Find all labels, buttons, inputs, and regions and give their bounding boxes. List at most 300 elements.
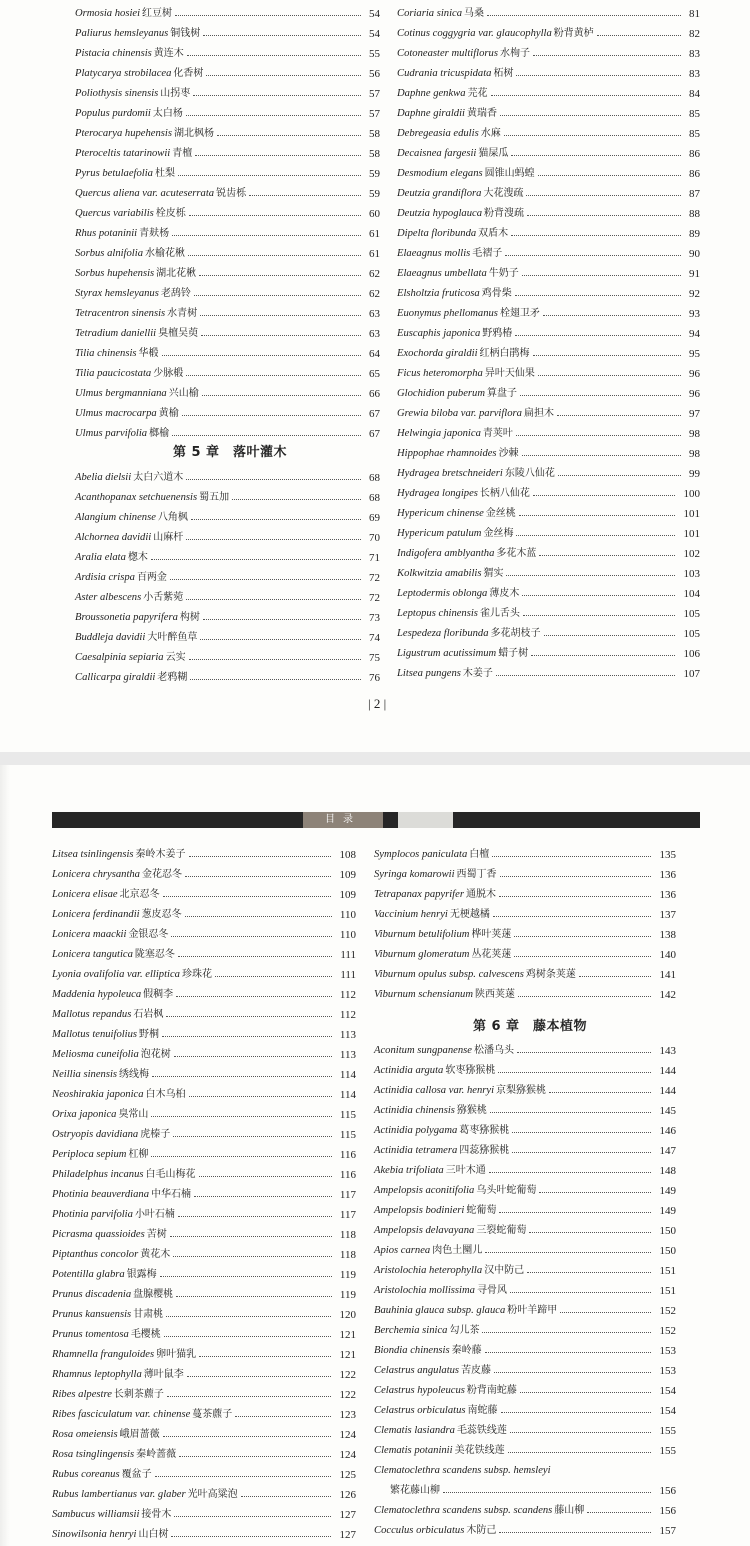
book-page-left bbox=[0, 0, 750, 752]
page-ref: 82 bbox=[689, 28, 700, 40]
page-ref: 116 bbox=[339, 1149, 356, 1161]
chinese-name: 北京忍冬 bbox=[119, 889, 160, 900]
leader-dots bbox=[176, 1445, 337, 1465]
chinese-name: 粉背南蛇藤 bbox=[466, 1385, 517, 1396]
chinese-name: 寻骨风 bbox=[476, 1285, 507, 1296]
toc-entry bbox=[52, 1045, 356, 1065]
toc-entry bbox=[75, 284, 380, 304]
toc-entry bbox=[75, 304, 380, 324]
toc-entry bbox=[52, 965, 356, 985]
leader-dots bbox=[511, 945, 657, 965]
toc-entry bbox=[374, 1521, 676, 1541]
chinese-name: 薄叶鼠李 bbox=[143, 1369, 184, 1380]
toc-entry bbox=[374, 1101, 676, 1121]
toc-entry bbox=[374, 1161, 676, 1181]
leader-dots bbox=[157, 1265, 338, 1285]
toc-entry bbox=[374, 1401, 676, 1421]
chapter-5-list bbox=[75, 468, 380, 688]
scientific-name: Litsea pungens bbox=[397, 668, 461, 679]
scientific-name: Prunus discadenia bbox=[52, 1289, 132, 1300]
toc-entry bbox=[52, 1165, 356, 1185]
page-ref: 150 bbox=[659, 1245, 676, 1257]
scientific-name: Hydragea longipes bbox=[397, 488, 478, 499]
toc-entry bbox=[75, 588, 380, 608]
chinese-name: 接骨木 bbox=[141, 1509, 172, 1520]
chinese-name: 野桐 bbox=[139, 1029, 160, 1040]
toc-entry bbox=[374, 1321, 676, 1341]
toc-entry bbox=[52, 1005, 356, 1025]
leader-dots bbox=[557, 1301, 657, 1321]
chinese-name: 藤山柳 bbox=[554, 1505, 585, 1516]
page-ref: 59 bbox=[369, 188, 380, 200]
scientific-name: Grewia biloba var. parviflora bbox=[397, 408, 522, 419]
scientific-name: Tilia chinensis bbox=[75, 348, 137, 359]
toc-entry bbox=[75, 488, 380, 508]
chinese-name: 化香树 bbox=[173, 68, 204, 79]
toc-entry bbox=[374, 965, 676, 985]
leader-dots bbox=[513, 64, 687, 84]
toc-entry bbox=[397, 4, 700, 24]
scientific-name: Pterocarya hupehensis bbox=[75, 128, 172, 139]
scientific-name: Euonymus phellomanus bbox=[397, 308, 498, 319]
chinese-name: 盘腺樱桃 bbox=[133, 1289, 174, 1300]
page-ref: 112 bbox=[339, 989, 356, 1001]
chinese-name: 覆盆子 bbox=[121, 1469, 152, 1480]
chinese-name: 长柄八仙花 bbox=[479, 488, 530, 499]
chinese-name: 湖北花楸 bbox=[156, 268, 197, 279]
scientific-name: Celastrus orbiculatus bbox=[374, 1405, 466, 1416]
page-ref: 67 bbox=[369, 408, 380, 420]
chinese-name: 鸡树条荚蒾 bbox=[525, 969, 576, 980]
chinese-name: 水榆花楸 bbox=[145, 248, 185, 259]
chinese-name: 金丝桃 bbox=[485, 508, 516, 519]
toc-column-right bbox=[397, 4, 700, 684]
scientific-name: Tetracentron sinensis bbox=[75, 308, 166, 319]
leader-dots bbox=[530, 44, 687, 64]
page-ref: 68 bbox=[369, 492, 380, 504]
leader-dots bbox=[517, 1381, 657, 1401]
leader-dots bbox=[540, 304, 687, 324]
toc-entry bbox=[397, 104, 700, 124]
page-ref: 55 bbox=[369, 48, 380, 60]
leader-dots bbox=[482, 1241, 657, 1261]
leader-dots bbox=[170, 1125, 338, 1145]
toc-entry bbox=[397, 564, 700, 584]
page-ref: 140 bbox=[659, 949, 676, 961]
toc-entry bbox=[397, 24, 700, 44]
scientific-name: Buddleja davidii bbox=[75, 632, 146, 643]
toc-entry bbox=[397, 264, 700, 284]
page-ref: 86 bbox=[689, 148, 700, 160]
leader-dots bbox=[497, 104, 687, 124]
chinese-name: 红豆树 bbox=[142, 8, 173, 19]
page-ref: 75 bbox=[369, 652, 380, 664]
chinese-name: 繁花藤山柳 bbox=[390, 1485, 440, 1496]
page-ref: 154 bbox=[659, 1385, 676, 1397]
toc-entry bbox=[374, 885, 676, 905]
leader-dots bbox=[212, 965, 338, 985]
leader-dots bbox=[486, 1161, 657, 1181]
page-ref: 72 bbox=[369, 592, 380, 604]
leader-dots bbox=[214, 124, 367, 144]
scientific-name: Aster albescens bbox=[75, 592, 142, 603]
toc-entry bbox=[75, 44, 380, 64]
toc-entry bbox=[52, 885, 356, 905]
chinese-name: 薄皮木 bbox=[489, 588, 520, 599]
page-ref: 142 bbox=[659, 989, 676, 1001]
page-ref: 84 bbox=[689, 88, 700, 100]
chinese-name: 湖北枫杨 bbox=[174, 128, 214, 139]
toc-entry bbox=[52, 1425, 356, 1445]
scientific-name: Aconitum sungpanense bbox=[374, 1045, 472, 1056]
toc-entry bbox=[374, 1501, 676, 1521]
page-ref: 124 bbox=[339, 1429, 356, 1441]
leader-dots bbox=[183, 364, 367, 384]
chinese-name: 南蛇藤 bbox=[467, 1405, 498, 1416]
chinese-name: 榔榆 bbox=[149, 428, 170, 439]
scientific-name: Ostryopis davidiana bbox=[52, 1129, 139, 1140]
chinese-name: 粉背黄栌 bbox=[553, 28, 594, 39]
toc-entry bbox=[75, 164, 380, 184]
page-ref: 72 bbox=[369, 572, 380, 584]
leader-dots bbox=[159, 1025, 338, 1045]
page-ref: 121 bbox=[339, 1349, 356, 1361]
scientific-name: Viburnum opulus subsp. calvescens bbox=[374, 969, 524, 980]
toc-entry bbox=[75, 528, 380, 548]
leader-dots bbox=[507, 1281, 657, 1301]
chinese-name: 八角枫 bbox=[157, 512, 188, 523]
leader-dots bbox=[175, 164, 367, 184]
chapter-6-list-tail bbox=[374, 1501, 676, 1541]
page-ref: 105 bbox=[683, 608, 700, 620]
leader-dots bbox=[183, 588, 367, 608]
leader-dots bbox=[498, 1401, 657, 1421]
leader-dots bbox=[200, 24, 367, 44]
toc-entry bbox=[75, 508, 380, 528]
toc-entry bbox=[75, 104, 380, 124]
leader-dots bbox=[175, 1205, 338, 1225]
page-ref: 122 bbox=[339, 1389, 356, 1401]
toc-entry bbox=[374, 845, 676, 865]
leader-dots bbox=[238, 1485, 337, 1505]
toc-entry bbox=[397, 164, 700, 184]
chinese-name: 栓皮栎 bbox=[155, 208, 186, 219]
scientific-name: Ligustrum acutissimum bbox=[397, 648, 497, 659]
page-ref: 65 bbox=[369, 368, 380, 380]
leader-dots bbox=[488, 84, 687, 104]
page-ref: 118 bbox=[339, 1229, 356, 1241]
toc-entry bbox=[52, 1105, 356, 1125]
scientific-name: Debregeasia edulis bbox=[397, 128, 479, 139]
chinese-name: 木姜子 bbox=[462, 668, 493, 679]
page-ref: 106 bbox=[683, 648, 700, 660]
scientific-name: Tetradium daniellii bbox=[75, 328, 157, 339]
page-ref: 119 bbox=[339, 1269, 356, 1281]
scientific-name: Prunus kansuensis bbox=[52, 1309, 132, 1320]
toc-entry bbox=[52, 1365, 356, 1385]
scientific-name: Periploca sepium bbox=[52, 1149, 127, 1160]
scientific-name: Vaccinium henryi bbox=[374, 909, 448, 920]
chinese-name: 蜀五加 bbox=[199, 492, 230, 503]
leader-dots bbox=[513, 424, 687, 444]
leader-dots bbox=[168, 1525, 337, 1545]
scientific-name: Ulmus parvifolia bbox=[75, 428, 148, 439]
page-ref: 104 bbox=[683, 588, 700, 600]
page-ref: 58 bbox=[369, 148, 380, 160]
leader-dots bbox=[196, 1345, 337, 1365]
chinese-name: 虎榛子 bbox=[140, 1129, 171, 1140]
scientific-name: Elaeagnus umbellata bbox=[397, 268, 487, 279]
chinese-name: 水栒子 bbox=[499, 48, 530, 59]
leader-dots bbox=[526, 1221, 657, 1241]
leader-dots bbox=[535, 164, 687, 184]
chinese-name: 大叶醉鱼草 bbox=[147, 632, 198, 643]
chinese-name: 粉叶羊蹄甲 bbox=[507, 1305, 558, 1316]
scientific-name: Lonicera maackii bbox=[52, 929, 127, 940]
toc-entry bbox=[374, 1041, 676, 1061]
page-ref: 144 bbox=[659, 1065, 676, 1077]
toc-entry bbox=[374, 1121, 676, 1141]
chinese-name: 金花忍冬 bbox=[141, 869, 182, 880]
scientific-name: Celastrus angulatus bbox=[374, 1365, 460, 1376]
chinese-name: 小舌紫菀 bbox=[143, 592, 184, 603]
scientific-name: Pteroceltis tatarinowii bbox=[75, 148, 171, 159]
scientific-name: Ribes alpestre bbox=[52, 1389, 112, 1400]
page-ref: 93 bbox=[689, 308, 700, 320]
leader-dots bbox=[173, 1285, 338, 1305]
leader-dots bbox=[584, 1501, 657, 1521]
leader-dots bbox=[519, 584, 681, 604]
scientific-name: Viburnum schensianum bbox=[374, 989, 473, 1000]
chinese-name: 苦皮藤 bbox=[461, 1365, 492, 1376]
scientific-name: Clematoclethra scandens subsp. hemsleyi bbox=[374, 1465, 551, 1476]
toc-entry bbox=[75, 24, 380, 44]
page-ref: 59 bbox=[369, 168, 380, 180]
leader-dots bbox=[186, 204, 367, 224]
chinese-name: 鸡骨柴 bbox=[481, 288, 512, 299]
scientific-name: Rubus coreanus bbox=[52, 1469, 120, 1480]
page-ref: 147 bbox=[659, 1145, 676, 1157]
leader-dots bbox=[182, 865, 337, 885]
chinese-name: 三叶木通 bbox=[445, 1165, 486, 1176]
chinese-name: 勾儿茶 bbox=[449, 1325, 480, 1336]
chinese-name: 蛇葡萄 bbox=[466, 1205, 497, 1216]
leader-dots bbox=[191, 1185, 338, 1205]
chinese-name: 沙棘 bbox=[498, 448, 519, 459]
page-ref: 67 bbox=[369, 428, 380, 440]
chinese-name: 太白杨 bbox=[152, 108, 183, 119]
chinese-name: 银露梅 bbox=[126, 1269, 157, 1280]
page-ref: 149 bbox=[659, 1205, 676, 1217]
chinese-name: 木防己 bbox=[466, 1525, 497, 1536]
scientific-name: Hydragea bretschneideri bbox=[397, 468, 503, 479]
scientific-name: Kolkwitzia amabilis bbox=[397, 568, 482, 579]
scientific-name: Paliurus hemsleyanus bbox=[75, 28, 169, 39]
page-ref: 63 bbox=[369, 308, 380, 320]
chinese-name: 圆锥山蚂蝗 bbox=[484, 168, 535, 179]
scientific-name: Biondia chinensis bbox=[374, 1345, 450, 1356]
toc-entry bbox=[75, 364, 380, 384]
leader-dots bbox=[509, 1121, 657, 1141]
toc-entry bbox=[397, 524, 700, 544]
leader-dots bbox=[182, 905, 338, 925]
scientific-name: Actinidia arguta bbox=[374, 1065, 444, 1076]
toc-entry bbox=[52, 985, 356, 1005]
toc-entry bbox=[75, 608, 380, 628]
leader-dots bbox=[512, 324, 687, 344]
chinese-name: 珍珠花 bbox=[181, 969, 212, 980]
leader-dots bbox=[496, 1201, 657, 1221]
chinese-name: 石岩枫 bbox=[133, 1009, 164, 1020]
leader-dots bbox=[190, 84, 367, 104]
toc-entry bbox=[52, 1065, 356, 1085]
toc-entry bbox=[397, 64, 700, 84]
scientific-name: Dipelta floribunda bbox=[397, 228, 477, 239]
scientific-name: Clematoclethra scandens subsp. scandens bbox=[374, 1505, 553, 1516]
toc-entry bbox=[374, 1381, 676, 1401]
page-ref: 61 bbox=[369, 248, 380, 260]
toc-entry bbox=[374, 945, 676, 965]
scientific-name: Aristolochia heterophylla bbox=[374, 1265, 483, 1276]
page-ref: 57 bbox=[369, 88, 380, 100]
chinese-name: 肉色土圞儿 bbox=[432, 1245, 483, 1256]
leader-dots bbox=[185, 244, 367, 264]
toc-entry bbox=[75, 64, 380, 84]
toc-entry bbox=[374, 905, 676, 925]
chinese-name: 粉背溲疏 bbox=[484, 208, 525, 219]
chinese-name: 野鸦椿 bbox=[482, 328, 513, 339]
scientific-name: Styrax hemsleyanus bbox=[75, 288, 159, 299]
page-ref: 112 bbox=[339, 1009, 356, 1021]
chinese-name: 构树 bbox=[179, 612, 200, 623]
leader-dots bbox=[508, 224, 687, 244]
page-ref: 100 bbox=[683, 488, 700, 500]
chinese-name: 秦岭藤 bbox=[451, 1345, 482, 1356]
chinese-name: 双盾木 bbox=[478, 228, 509, 239]
chinese-name: 山拐枣 bbox=[160, 88, 191, 99]
page-ref: 153 bbox=[659, 1365, 676, 1377]
chinese-name: 多花木蓝 bbox=[496, 548, 537, 559]
leader-dots bbox=[200, 608, 367, 628]
scientific-name: Clematis lasiandra bbox=[374, 1425, 455, 1436]
chinese-name: 中华石楠 bbox=[151, 1189, 191, 1200]
scientific-name: Aralia elata bbox=[75, 552, 126, 563]
page-ref: 71 bbox=[369, 552, 380, 564]
page-ref: 81 bbox=[689, 8, 700, 20]
toc-entry bbox=[52, 1305, 356, 1325]
toc-entry bbox=[374, 1221, 676, 1241]
scientific-name: Ardisia crispa bbox=[75, 572, 135, 583]
page-ref: 143 bbox=[659, 1045, 676, 1057]
leader-dots bbox=[541, 624, 681, 644]
page-ref: 62 bbox=[369, 268, 380, 280]
toc-entry bbox=[75, 244, 380, 264]
toc-entry bbox=[75, 404, 380, 424]
scientific-name: Photinia beauverdiana bbox=[52, 1189, 149, 1200]
toc-entry bbox=[374, 1421, 676, 1441]
scientific-name: Deutzia hypoglauca bbox=[397, 208, 483, 219]
leader-dots bbox=[203, 64, 367, 84]
chinese-name: 锐齿栎 bbox=[216, 188, 247, 199]
scientific-name: Ampelopsis bodinieri bbox=[374, 1205, 465, 1216]
toc-entry bbox=[397, 124, 700, 144]
toc-entry bbox=[397, 624, 700, 644]
toc-entry bbox=[397, 84, 700, 104]
scientific-name: Mallotus repandus bbox=[52, 1009, 132, 1020]
leader-dots bbox=[160, 885, 337, 905]
toc-entry bbox=[374, 985, 676, 1005]
page-ref: 58 bbox=[369, 128, 380, 140]
toc-entry bbox=[52, 865, 356, 885]
scientific-name: Sambucus williamsii bbox=[52, 1509, 140, 1520]
chinese-name: 杠柳 bbox=[128, 1149, 149, 1160]
leader-dots bbox=[170, 1245, 338, 1265]
toc-entry bbox=[52, 1525, 356, 1545]
page-ref: 88 bbox=[689, 208, 700, 220]
toc-entry bbox=[75, 184, 380, 204]
chinese-name: 臭檀吴萸 bbox=[158, 328, 199, 339]
scientific-name: Tetrapanax papyrifer bbox=[374, 889, 464, 900]
scientific-name: Lonicera chrysantha bbox=[52, 869, 140, 880]
page-ref: 149 bbox=[659, 1185, 676, 1197]
page-ref: 135 bbox=[659, 849, 676, 861]
toc-entry bbox=[374, 1261, 676, 1281]
page-ref: 101 bbox=[683, 528, 700, 540]
chinese-name: 猫屎瓜 bbox=[478, 148, 509, 159]
scientific-name: Quercus aliena var. acuteserrata bbox=[75, 188, 215, 199]
scientific-name: Berchemia sinica bbox=[374, 1325, 448, 1336]
chapter-6-list bbox=[374, 1041, 676, 1461]
toc-entry bbox=[397, 504, 700, 524]
chinese-name: 白毛山梅花 bbox=[145, 1169, 196, 1180]
chinese-name: 兴山榆 bbox=[168, 388, 199, 399]
toc-entry bbox=[374, 1061, 676, 1081]
page-ref: 151 bbox=[659, 1285, 676, 1297]
chinese-name: 百两金 bbox=[136, 572, 167, 583]
toc-entry bbox=[52, 1085, 356, 1105]
scientific-name: Maddenia hypoleuca bbox=[52, 989, 142, 1000]
scientific-name: Ampelopsis delavayana bbox=[374, 1225, 475, 1236]
scientific-name: Exochorda giraldii bbox=[397, 348, 478, 359]
scientific-name: Sorbus alnifolia bbox=[75, 248, 143, 259]
page-ref: 152 bbox=[659, 1325, 676, 1337]
page-ref: 70 bbox=[369, 532, 380, 544]
toc-entry bbox=[397, 664, 700, 684]
page-number-value: 2 bbox=[373, 696, 381, 711]
leader-dots bbox=[187, 668, 367, 688]
chinese-name: 毛蕊铁线莲 bbox=[456, 1425, 507, 1436]
leader-dots bbox=[546, 1081, 657, 1101]
scientific-name: Pistacia chinensis bbox=[75, 48, 152, 59]
leader-dots bbox=[493, 664, 681, 684]
scientific-name: Daphne genkwa bbox=[397, 88, 466, 99]
toc-entry bbox=[397, 404, 700, 424]
page-ref: 85 bbox=[689, 108, 700, 120]
leader-dots bbox=[196, 1165, 338, 1185]
scientific-name: Desmodium elegans bbox=[397, 168, 483, 179]
page-ref: 141 bbox=[659, 969, 676, 981]
page-ref: 157 bbox=[659, 1525, 676, 1537]
toc-entry bbox=[52, 845, 356, 865]
leader-dots bbox=[515, 985, 657, 1005]
leader-dots bbox=[192, 144, 367, 164]
scientific-name: Leptopus chinensis bbox=[397, 608, 478, 619]
scientific-name: Poliothysis sinensis bbox=[75, 88, 159, 99]
page-ref: 110 bbox=[339, 909, 356, 921]
chinese-name: 陕西荚蒾 bbox=[474, 989, 515, 1000]
toc-entry bbox=[75, 668, 380, 688]
toc-entry bbox=[52, 925, 356, 945]
